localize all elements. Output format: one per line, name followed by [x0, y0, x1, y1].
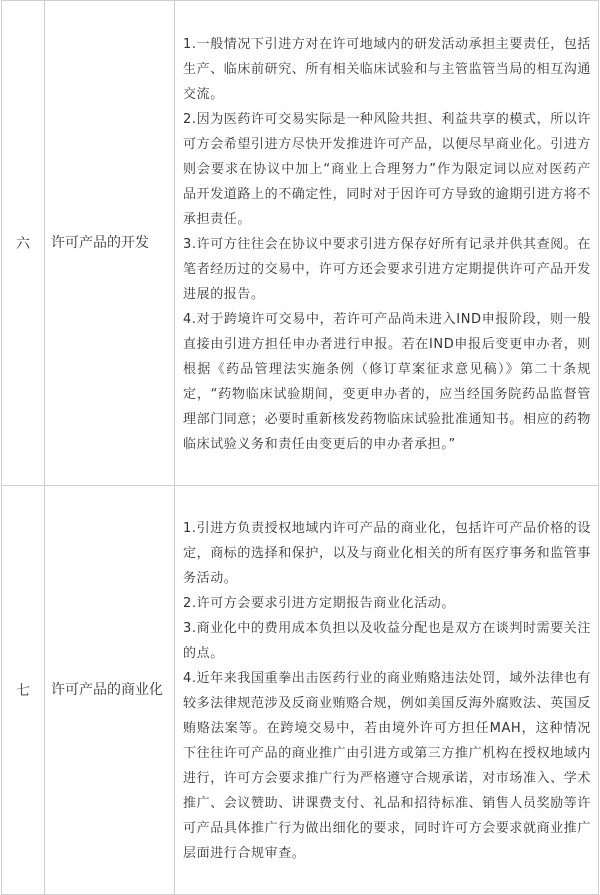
content-paragraph: 2.因为医药许可交易实际是一种风险共担、利益共享的模式，所以许可方会希望引进方尽快开发推进许可产品，以便尽早商业化。引进方则会要求在协议中加上“商业上合理努力”作为限定词以应对医药产品开发道路上的不确定性，同时对于因许可方导致的逾期引进方将不承担责任。 — [183, 111, 592, 227]
content-paragraph: 3.商业化中的费用成本负担以及收益分配也是双方在谈判时需要关注的点。 — [183, 621, 592, 661]
license-terms-table — [1, 0, 599, 895]
row-content — [175, 1, 599, 486]
row-title: 许可产品的商业化 — [45, 486, 175, 895]
content-paragraph: 1.一般情况下引进方对在许可地域内的研发活动承担主要责任，包括生产、临床前研究、所有相关临床试验和与主管监管当局的相互沟通交流。 — [183, 36, 592, 102]
row-title: 许可产品的开发 — [45, 1, 175, 486]
content-paragraph: 2.许可方会要求引进方定期报告商业化活动。 — [183, 596, 456, 611]
content-paragraph: 4.近年来我国重拳出击医药行业的商业贿赂违法处罚，域外法律也有较多法律规范涉及反商业贿赂合规，例如美国反海外腐败法、英国反贿赂法案等。在跨境交易中，若由境外许可方担任MAH，这种情况下往往许可产品的商业推广由引进方或第三方推广机构在授权地域内进行，许可方会要求推广行为严格遵守合规承诺，对市场准入、学术推广、会议赞助、讲课费支付、礼品和招待标准、销售人员奖励等许可产品具体推广行为做出细化的要求，同时许可方会要求就商业推广层面进行合规审查。 — [183, 671, 592, 861]
content-paragraph: 1.引进方负责授权地域内许可产品的商业化，包括许可产品价格的设定，商标的选择和保护，以及与商业化相关的所有医疗事务和监管事务活动。 — [183, 521, 592, 586]
row-number: 六 — [2, 1, 45, 486]
content-paragraph: 4.对于跨境许可交易中，若许可产品尚未进入IND申报阶段，则一般直接由引进方担任申办者进行申报。若在IND申报后变更申办者，则根据《药品管理法实施条例（修订草案征求意见稿）》第二十条规定，“药物临床试验期间，变更申办者的，应当经国务院药品监督管理部门同意；必要时重新核发药物临床试验批准通知书。相应的药物临床试验义务和责任由变更后的申办者承担。” — [183, 311, 592, 452]
row-number: 七 — [2, 486, 45, 895]
row-content — [175, 486, 599, 895]
content-paragraph: 3.许可方往往会在协议中要求引进方保存好所有记录并供其查阅。在笔者经历过的交易中，许可方还会要求引进方定期提供许可产品开发进展的报告。 — [183, 236, 592, 302]
table-row — [2, 1, 599, 486]
table-row — [2, 486, 599, 895]
